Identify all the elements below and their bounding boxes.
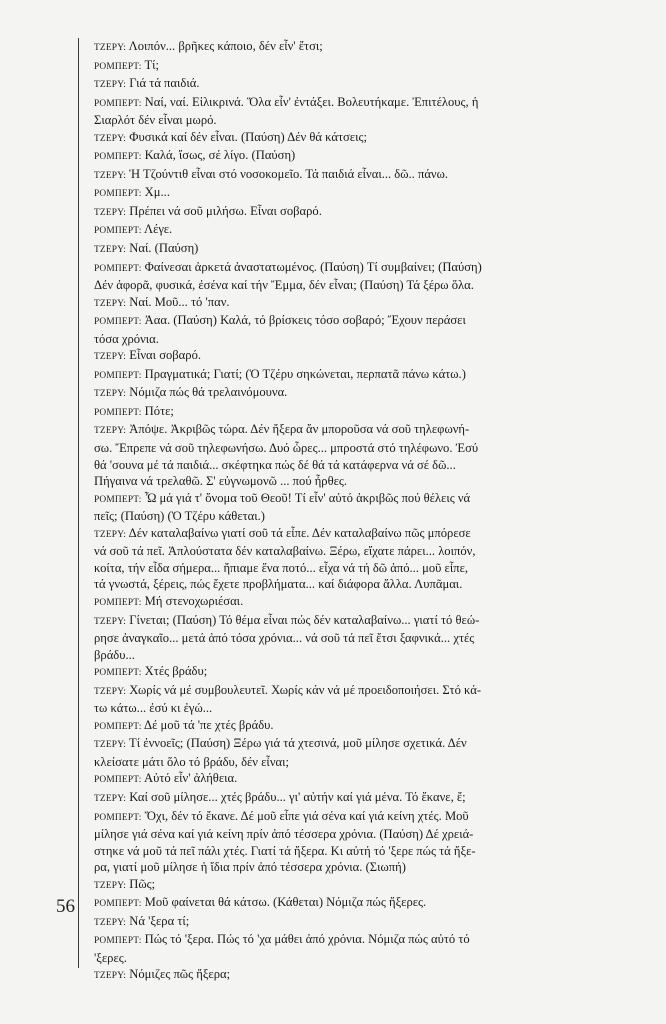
speaker-name: ΡΟΜΠΕΡΤ: — [94, 936, 142, 947]
dialogue-continuation — [94, 950, 630, 967]
speaker-name: ΡΟΜΠΕΡΤ: — [94, 899, 142, 910]
dialogue-line — [94, 525, 630, 544]
speaker-name: ΡΟΜΠΕΡΤ: — [94, 98, 142, 109]
dialogue-line — [94, 808, 630, 827]
dialogue-line — [94, 735, 630, 754]
speaker-name: ΡΟΜΠΕΡΤ: — [94, 189, 142, 200]
line-text: ρησε ἀναγκαῖο... μετά ἀπό τόσα χρόνια... νά σοῦ τά πεῖ ἔτσι ξαφνικά... χτές — [94, 631, 475, 646]
dialogue-continuation — [94, 473, 630, 490]
line-text: Ὦ μά γιά τ' ὄνομα τοῦ Θεοῦ! Τί εἶν' αὐτό ἀκριβῶς πού θέλεις νά — [144, 490, 471, 505]
dialogue-line — [94, 347, 630, 366]
dialogue-continuation — [94, 826, 630, 843]
dialogue-continuation — [94, 560, 630, 577]
line-text: Ναί, ναί. Εἰλικρινά. Ὅλα εἶν' ἐντάξει. Βολευτήκαμε. Ἐπιτέλους, ἡ — [144, 94, 479, 109]
line-text: Πώς τό 'ξερα. Πώς τό 'χα μάθει ἀπό χρόνια. Νόμιζα πώς αὐτό τό — [144, 932, 470, 947]
dialogue-line — [94, 770, 630, 789]
line-text: Ναί. (Παύση) — [129, 241, 199, 256]
dialogue-continuation — [94, 700, 630, 717]
line-text: νά σοῦ τά πεῖ. Ἁπλούστατα δέν καταλαβαίνω. Ξέρω, εἴχατε πάρει... λοιπόν, — [94, 544, 476, 559]
dialogue-line — [94, 38, 630, 57]
dialogue-line — [94, 147, 630, 166]
line-text: θά 'σουνα μέ τά παιδιά... σκέφτηκα πώς δέ θά τά κατάφερνα νά σέ δῶ... — [94, 457, 456, 472]
dialogue-line — [94, 593, 630, 612]
line-text: Δέν ἀφορᾶ, φυσικά, ἐσένα καί τήν Ἔμμα, δέν εἶναι; (Παύση) Τά ξέρω ὅλα. — [94, 278, 474, 293]
dialogue-line — [94, 931, 630, 950]
line-text: Χμ... — [144, 185, 170, 200]
line-text: Νά 'ξερα τί; — [129, 913, 190, 928]
dialogue-continuation — [94, 859, 630, 876]
line-text: Λέγε. — [143, 222, 173, 237]
speaker-name: ΤΖΕΡΥ: — [94, 740, 127, 751]
line-text: Νόμιζες πῶς ἤξερα; — [129, 967, 231, 982]
dialogue-line — [94, 294, 630, 313]
line-text: Τί; — [144, 57, 160, 72]
line-text: Δέ μοῦ τά 'πε χτές βράδυ. — [143, 717, 274, 732]
speaker-name: ΡΟΜΠΕΡΤ: — [94, 263, 142, 274]
dialogue-line — [94, 129, 630, 148]
dialogue-line — [94, 221, 630, 240]
line-text: στηκε νά μοῦ τά πεῖ πάλι χτές. Γιατί τά ἤξερα. Κι αὐτή τό 'ξερε πώς τά ἤξε- — [94, 843, 476, 858]
line-text: Χτές βράδυ; — [144, 664, 208, 679]
line-text: σω. Ἔπρεπε νά σοῦ τηλεφωνήσω. Δυό ὧρες... μπροστά στό τηλέφωνο. Ἐσύ — [94, 441, 479, 456]
line-text: τω κάτω... ἐσύ κι ἐγώ... — [94, 701, 213, 716]
line-text: Μοῦ φαίνεται θά κάτσω. (Κάθεται) Νόμιζα πώς ἤξερες. — [144, 895, 427, 910]
dialogue-line — [94, 240, 630, 259]
page-number: 56 — [56, 896, 75, 917]
dialogue-line — [94, 876, 630, 895]
dialogue-line — [94, 663, 630, 682]
dialogue-continuation — [94, 331, 630, 348]
line-text: Χωρίς νά μέ συμβουλευτεῖ. Χωρίς κάν νά μέ προειδοποιήσει. Στό κά- — [129, 682, 482, 697]
dialogue-line — [94, 184, 630, 203]
dialogue-line — [94, 612, 630, 631]
speaker-name: ΡΟΜΠΕΡΤ: — [94, 226, 142, 237]
dialogue-line — [94, 166, 630, 185]
dialogue-continuation — [94, 647, 630, 664]
dialogue-continuation — [94, 277, 630, 294]
line-text: Αὐτό εἶν' ἀλήθεια. — [143, 771, 238, 786]
speaker-name: ΤΖΕΡΥ: — [94, 426, 127, 437]
speaker-name: ΡΟΜΠΕΡΤ: — [94, 370, 142, 381]
line-text: Πῶς; — [129, 876, 156, 891]
speaker-name: ΤΖΕΡΥ: — [94, 298, 127, 309]
speaker-name: ΡΟΜΠΕΡΤ: — [94, 668, 142, 679]
line-text: Εἶναι σοβαρό. — [129, 348, 202, 363]
dialogue-line — [94, 57, 630, 76]
speaker-name: ΡΟΜΠΕΡΤ: — [94, 61, 142, 72]
line-text: τόσα χρόνια. — [94, 331, 159, 346]
line-text: Δέν καταλαβαίνω γιατί σοῦ τά εἶπε. Δέν καταλαβαίνω πῶς μπόρεσε — [128, 525, 471, 540]
speaker-name: ΡΟΜΠΕΡΤ: — [94, 775, 142, 786]
dialogue-line — [94, 94, 630, 113]
dialogue-line — [94, 384, 630, 403]
line-text: Πρέπει νά σοῦ μιλήσω. Εἶναι σοβαρό. — [129, 203, 322, 218]
line-text: Φαίνεσαι ἀρκετά ἀναστατωμένος. (Παύση) Τί συμβαίνει; (Παύση) — [144, 259, 482, 274]
speaker-name: ΤΖΕΡΥ: — [94, 245, 127, 256]
dialogue-continuation — [94, 843, 630, 860]
line-text: Πότε; — [144, 403, 174, 418]
dialogue-continuation — [94, 576, 630, 593]
speaker-name: ΤΖΕΡΥ: — [94, 43, 127, 53]
dialogue-line — [94, 75, 630, 94]
speaker-name: ΡΟΜΠΕΡΤ: — [94, 812, 142, 823]
speaker-name: ΤΖΕΡΥ: — [94, 971, 127, 982]
script-page — [94, 38, 630, 985]
dialogue-continuation — [94, 440, 630, 457]
line-text: Πήγαινα νά τρελαθῶ. Σ' εὐγνωμονῶ ... πού ἦρθες. — [94, 474, 348, 489]
dialogue-line — [94, 682, 630, 701]
speaker-name: ΤΖΕΡΥ: — [94, 793, 127, 804]
dialogue-line — [94, 789, 630, 808]
line-text: Καλά, ἴσως, σέ λίγο. (Παύση) — [144, 148, 296, 163]
dialogue-continuation — [94, 508, 630, 525]
line-text: ρα, γιατί μοῦ μίλησε ἡ ἴδια πρίν ἀπό τέσσερα χρόνια. (Σιωπή) — [94, 860, 406, 875]
dialogue-line — [94, 717, 630, 736]
margin-rule — [78, 38, 79, 968]
dialogue-line — [94, 203, 630, 222]
speaker-name: ΤΖΕΡΥ: — [94, 529, 127, 540]
line-text: κοίτα, τήν εἶδα σήμερα... ἤπιαμε ἕνα ποτό... εἶχα νά τή δῶ ἀπό... μοῦ εἶπε, — [94, 560, 468, 575]
line-text: Σιαρλότ δέν εἶναι μωρό. — [94, 113, 217, 128]
line-text: Φυσικά καί δέν εἶναι. (Παύση) Δέν θά κάτσεις; — [129, 129, 367, 144]
dialogue-line — [94, 312, 630, 331]
line-text: Νόμιζα πώς θά τρελαινόμουνα. — [129, 385, 288, 400]
speaker-name: ΤΖΕΡΥ: — [94, 880, 127, 891]
dialogue-continuation — [94, 543, 630, 560]
speaker-name: ΤΖΕΡΥ: — [94, 686, 127, 697]
line-text: Ναί. Μοῦ... τό 'παν. — [129, 294, 230, 309]
line-text: Καί σοῦ μίλησε... χτές βράδυ... γι' αὐτήν καί γιά μένα. Τό ἔκανε, ἔ; — [129, 789, 466, 804]
speaker-name: ΡΟΜΠΕΡΤ: — [94, 597, 142, 608]
speaker-name: ΡΟΜΠΕΡΤ: — [94, 152, 142, 163]
line-text: κλείσατε μάτι ὅλο τό βράδυ, δέν εἶναι; — [94, 754, 289, 769]
line-text: Λοιπόν... βρῆκες κάποιο, δέν εἶν' ἔτσι; — [128, 39, 323, 53]
line-text: Ἀπόψε. Ἀκριβῶς τώρα. Δέν ἤξερα ἄν μποροῦσα νά σοῦ τηλεφωνή- — [129, 422, 470, 437]
line-text: Πραγματικά; Γιατί; (Ὁ Τζέρυ σηκώνεται, περπατᾶ πάνω κάτω.) — [144, 366, 466, 381]
speaker-name: ΡΟΜΠΕΡΤ: — [94, 317, 142, 328]
speaker-name: ΤΖΕΡΥ: — [94, 207, 127, 218]
line-text: Ἀαα. (Παύση) Καλά, τό βρίσκεις τόσο σοβαρό; Ἔχουν περάσει — [144, 313, 466, 328]
line-text: Ὄχι, δέν τό ἔκανε. Δέ μοῦ εἶπε γιά σένα καί γιά κείνη χτές. Μοῦ — [144, 808, 469, 823]
dialogue-line — [94, 366, 630, 385]
line-text: πεῖς; (Παύση) (Ὁ Τζέρυ κάθεται.) — [94, 509, 265, 524]
dialogue-line — [94, 421, 630, 440]
dialogue-line — [94, 490, 630, 509]
dialogue-line — [94, 966, 630, 985]
dialogue-continuation — [94, 630, 630, 647]
dialogue-line — [94, 894, 630, 913]
line-text: τά γνωστά, ξέρεις, πώς ἔχετε προβλήματα... καί διάφορα ἄλλα. Λυπᾶμαι. — [94, 577, 463, 592]
dialogue-line — [94, 403, 630, 422]
dialogue-continuation — [94, 112, 630, 129]
speaker-name: ΤΖΕΡΥ: — [94, 389, 127, 400]
speaker-name: ΤΖΕΡΥ: — [94, 133, 127, 144]
speaker-name: ΡΟΜΠΕΡΤ: — [94, 407, 142, 418]
line-text: 'ξερες. — [94, 950, 127, 965]
speaker-name: ΤΖΕΡΥ: — [94, 170, 127, 181]
speaker-name: ΡΟΜΠΕΡΤ: — [94, 721, 142, 732]
line-text: Γίνεται; (Παύση) Τό θέμα εἶναι πώς δέν καταλαβαίνω... γιατί τό θεώ- — [129, 612, 480, 627]
speaker-name: ΤΖΕΡΥ: — [94, 917, 127, 928]
speaker-name: ΡΟΜΠΕΡΤ: — [94, 494, 142, 505]
line-text: Τί ἐννοεῖς; (Παύση) Ξέρω γιά τά χτεσινά, μοῦ μίλησε σχετικά. Δέν — [129, 736, 467, 751]
dialogue-continuation — [94, 754, 630, 771]
line-text: βράδυ... — [94, 647, 135, 662]
dialogue-line — [94, 913, 630, 932]
line-text: Ἡ Τζούντιθ εἶναι στό νοσοκομεῖο. Τά παιδιά εἶναι... δῶ.. πάνω. — [129, 166, 449, 181]
speaker-name: ΤΖΕΡΥ: — [94, 352, 127, 363]
speaker-name: ΤΖΕΡΥ: — [94, 80, 127, 91]
speaker-name: ΤΖΕΡΥ: — [94, 616, 127, 627]
dialogue-line — [94, 259, 630, 278]
line-text: Γιά τά παιδιά. — [129, 76, 200, 91]
line-text: Μή στενοχωριέσαι. — [144, 593, 244, 608]
dialogue-continuation — [94, 457, 630, 474]
line-text: μίλησε γιά σένα καί γιά κείνη πρίν ἀπό τέσσερα χρόνια. (Παύση) Δέ χρειά- — [94, 827, 474, 842]
